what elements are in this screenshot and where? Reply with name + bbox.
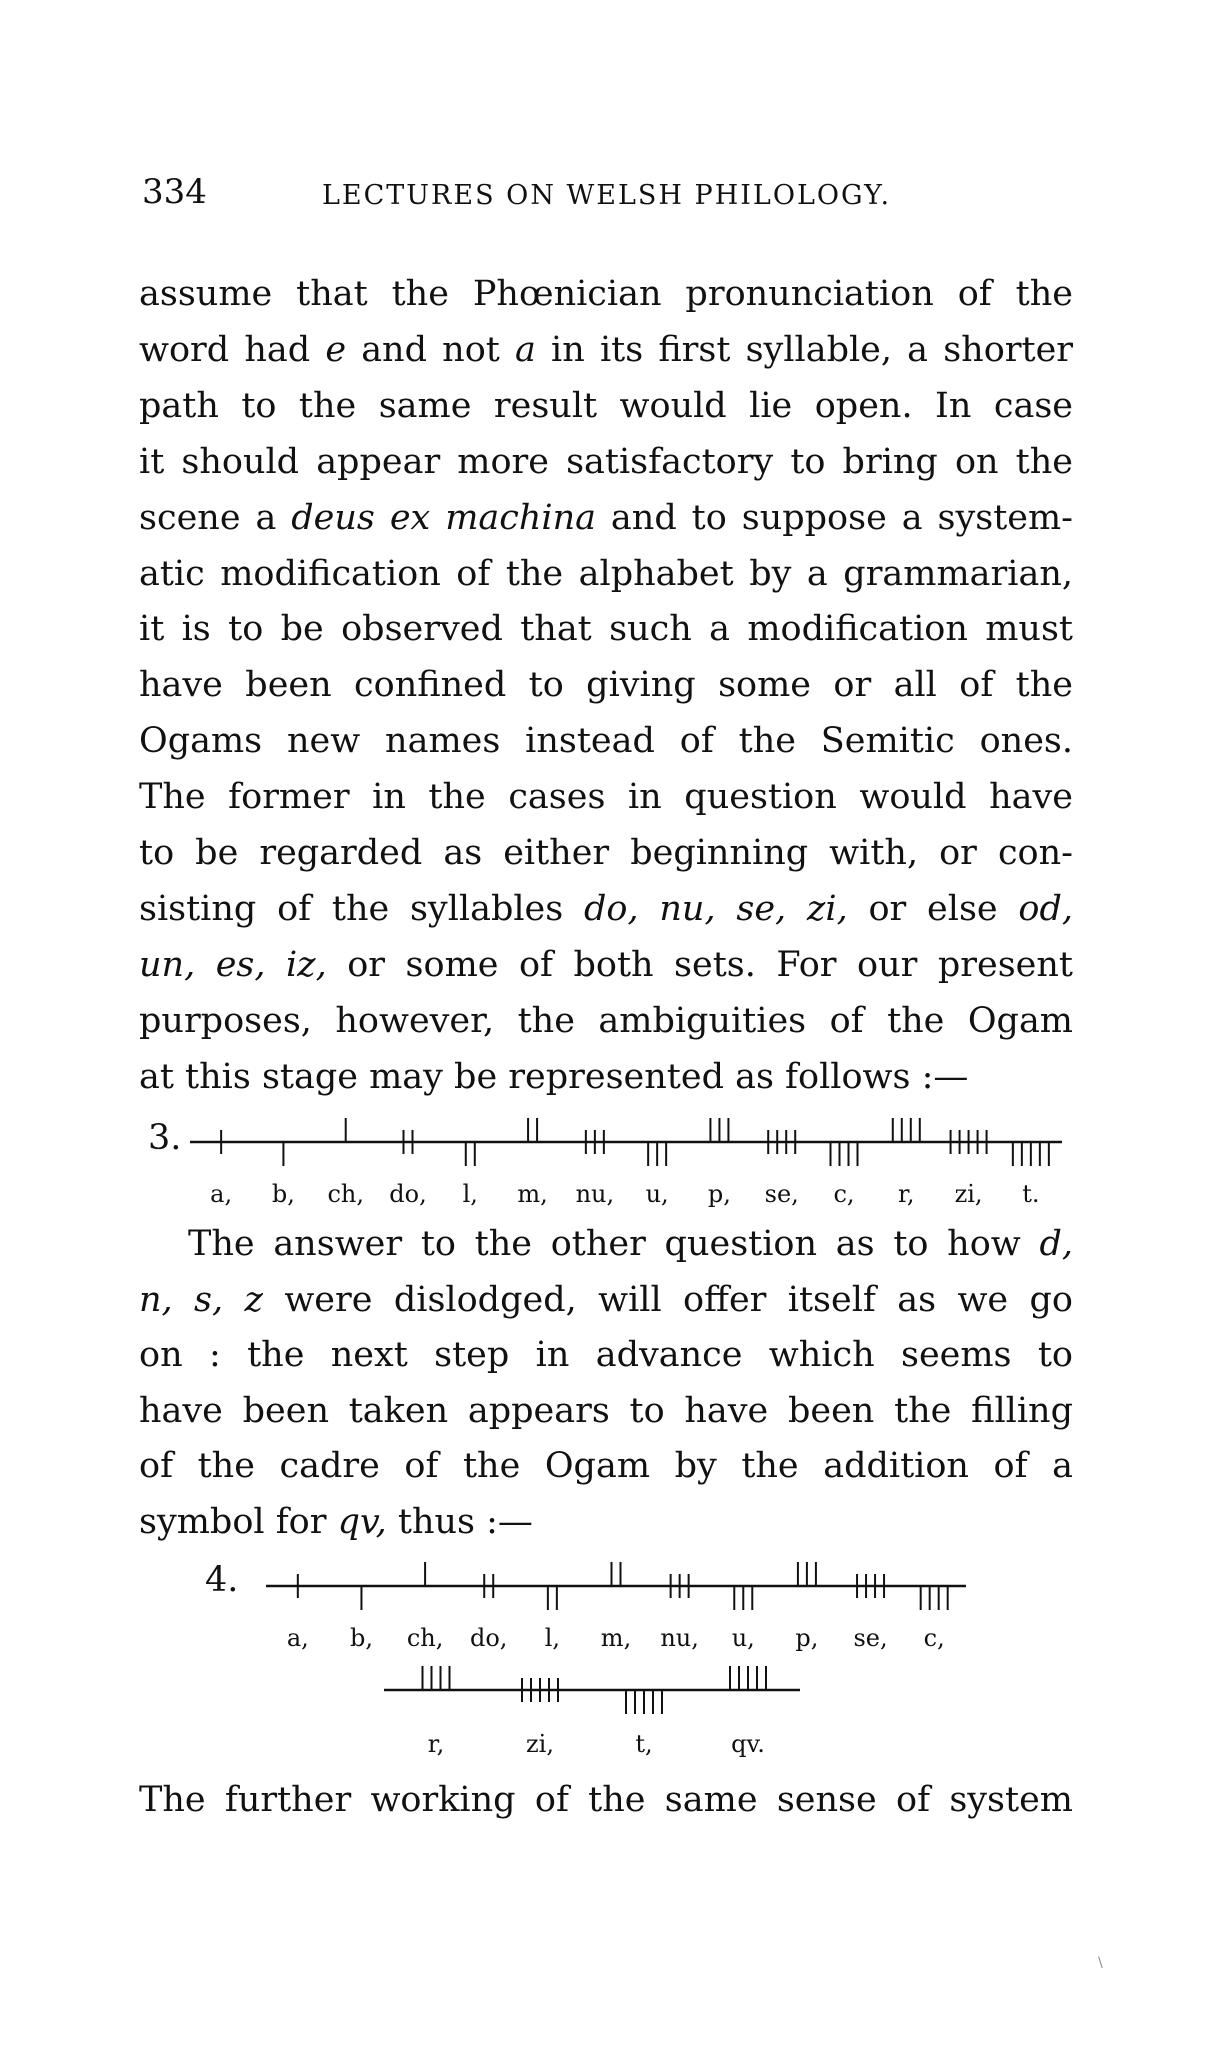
italic-text: n, s, z <box>139 1279 263 1320</box>
text-segment: it is to be observed that such a modification must <box>139 609 1073 650</box>
ogam-letter-label: a, <box>210 1180 233 1208</box>
italic-text: e <box>325 329 347 370</box>
ogam-letter-label: u, <box>645 1180 669 1208</box>
text-segment: thus :— <box>386 1501 533 1542</box>
text-segment: at this stage may be represented as follows :— <box>139 1056 969 1097</box>
ogam-example-number: 3. <box>148 1118 182 1158</box>
ogam-example-number: 4. <box>205 1560 239 1600</box>
text-segment: were dislodged, will offer itself as we go <box>262 1279 1073 1320</box>
italic-text: do, nu, se, zi, <box>584 888 848 929</box>
text-segment: or some of both sets. For our present <box>326 944 1073 985</box>
ogam-letter-label: t. <box>1022 1180 1040 1208</box>
text-segment: Ogams new names instead of the Semitic ones. <box>139 721 1073 762</box>
text-segment: or else <box>847 888 1019 929</box>
ogam-letter-label: nu, <box>575 1180 615 1208</box>
text-segment: assume that the Phœnician pronunciation of the <box>139 274 1073 314</box>
ogam-letter-label: r, <box>427 1730 445 1758</box>
scan-speck: \ <box>1098 1955 1103 1971</box>
ogam-letter-label: se, <box>764 1180 799 1208</box>
text-segment: on : the next step in advance which seems to <box>139 1335 1073 1375</box>
ogam-letter-label: qv. <box>731 1730 765 1758</box>
text-segment: it should appear more satisfactory to bring on the <box>139 441 1073 482</box>
italic-text: deus ex machina <box>291 497 596 538</box>
text-segment: and not <box>346 329 516 370</box>
ogam-letter-label: do, <box>389 1180 427 1208</box>
text-segment: and to suppose a system- <box>596 497 1074 538</box>
ogam-letter-label: b, <box>271 1180 295 1208</box>
ogam-letter-label: do, <box>469 1624 508 1652</box>
ogam-letter-label: m, <box>600 1624 632 1652</box>
text-segment: have been taken appears to have been the filling <box>139 1390 1073 1431</box>
ogam-letter-label: m, <box>517 1180 548 1208</box>
text-segment: have been confined to giving some or all of the <box>139 665 1073 706</box>
italic-text: qv, <box>337 1501 387 1542</box>
text-segment: word had <box>139 329 326 370</box>
ogam-letter-label: u, <box>731 1624 755 1652</box>
text-segment: purposes, however, the ambiguities of the Ogam <box>139 1000 1073 1041</box>
ogam-letter-label: b, <box>349 1624 373 1652</box>
page-number: 334 <box>142 172 207 212</box>
ogam-letter-label: p, <box>707 1180 731 1208</box>
text-segment: in its first syllable, a shorter <box>535 329 1074 370</box>
running-title: LECTURES ON WELSH PHILOLOGY. <box>322 180 892 211</box>
text-segment: atic modification of the alphabet by a grammarian, <box>139 553 1073 594</box>
ogam-letter-label: ch, <box>406 1624 444 1652</box>
text-segment: sisting of the syllables <box>139 888 585 929</box>
italic-text: d, <box>1039 1224 1073 1264</box>
ogam-letter-label: ch, <box>327 1180 364 1208</box>
ogam-letter-label: l, <box>462 1180 478 1208</box>
ogam-letter-label: c, <box>923 1624 945 1652</box>
italic-text: un, es, iz, <box>139 944 327 985</box>
ogam-letter-label: c, <box>833 1180 855 1208</box>
ogam-letter-label: p, <box>795 1624 819 1652</box>
text-segment: of the cadre of the Ogam by the addition of a <box>139 1446 1073 1486</box>
text-segment: scene a <box>139 497 292 538</box>
ogam-letter-label: l, <box>544 1624 561 1652</box>
text-segment: The answer to the other question as to how <box>188 1224 1040 1264</box>
text-segment: path to the same result would lie open. In case <box>139 385 1073 426</box>
text-segment: The further working of the same sense of system <box>139 1780 1073 1820</box>
italic-text: od, <box>1018 888 1074 929</box>
ogam-letter-label: t, <box>635 1730 653 1758</box>
text-segment: to be regarded as either beginning with, or con- <box>139 833 1073 873</box>
text-segment: symbol for <box>139 1501 338 1542</box>
text-segment: The former in the cases in question would have <box>139 777 1073 818</box>
italic-text: a <box>515 329 536 370</box>
ogam-letter-label: zi, <box>526 1730 554 1758</box>
ogam-letter-label: r, <box>898 1180 915 1208</box>
ogam-letter-label: nu, <box>660 1624 699 1652</box>
ogam-letter-label: se, <box>853 1624 888 1652</box>
ogam-letter-label: a, <box>286 1624 309 1652</box>
ogam-letter-label: zi, <box>954 1180 983 1208</box>
